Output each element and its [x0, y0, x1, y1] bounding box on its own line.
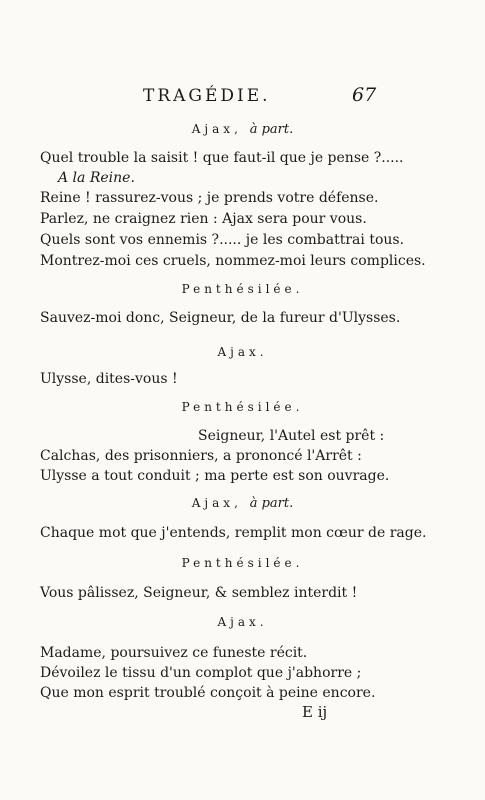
verse-line: Vous pâlissez, Seigneur, & semblez interdit !	[40, 585, 358, 601]
verse-line: Que mon esprit troublé conçoit à peine encore.	[40, 685, 376, 701]
speaker-name: Ajax.	[217, 615, 268, 629]
stage-direction: à part.	[249, 122, 294, 137]
speaker-heading	[0, 400, 485, 414]
speaker-heading	[0, 345, 485, 359]
signature-mark: E ij	[302, 703, 328, 721]
speaker-heading: Ajax, à part.	[191, 122, 294, 137]
verse-line: Parlez, ne craignez rien : Ajax sera pour vous.	[40, 211, 367, 227]
verse-line: Madame, poursuivez ce funeste récit.	[40, 645, 308, 661]
verse-line: Chaque mot que j'entends, remplit mon cœur de rage.	[40, 525, 427, 541]
speaker-heading: Ajax, à part.	[191, 496, 294, 511]
stage-direction: A la Reine.	[58, 170, 135, 186]
page-number: 67	[352, 84, 377, 106]
stage-direction: à part.	[249, 496, 294, 511]
running-title: TRAGÉDIE.	[143, 86, 271, 106]
speaker-name: Ajax	[191, 122, 235, 136]
verse-line: Ulysse a tout conduit ; ma perte est son ouvrage.	[40, 468, 390, 484]
speaker-heading	[0, 615, 485, 629]
speaker-name: Ajax	[191, 496, 235, 510]
speaker-name: Penthésilée.	[181, 282, 304, 296]
verse-line: Quel trouble la saisit ! que faut-il que je pense ?.....	[40, 150, 404, 166]
verse-line: Quels sont vos ennemis ?..... je les combattrai tous.	[40, 232, 405, 248]
verse-line: Calchas, des prisonniers, a prononcé l'Arrêt :	[40, 448, 362, 464]
speaker-name: Penthésilée.	[181, 400, 304, 414]
verse-line: Montrez-moi ces cruels, nommez-moi leurs complices.	[40, 253, 426, 269]
verse-line: Sauvez-moi donc, Seigneur, de la fureur d'Ulysses.	[40, 310, 401, 326]
verse-line: Dévoilez le tissu d'un complot que j'abhorre ;	[40, 665, 362, 681]
speaker-name: Ajax.	[217, 345, 268, 359]
speaker-name: Penthésilée.	[181, 556, 304, 570]
verse-line: Seigneur, l'Autel est prêt :	[198, 428, 385, 444]
verse-line: Reine ! rassurez-vous ; je prends votre défense.	[40, 190, 379, 206]
speaker-heading	[0, 282, 485, 296]
verse-line: Ulysse, dites-vous !	[40, 371, 178, 387]
speaker-heading	[0, 556, 485, 570]
